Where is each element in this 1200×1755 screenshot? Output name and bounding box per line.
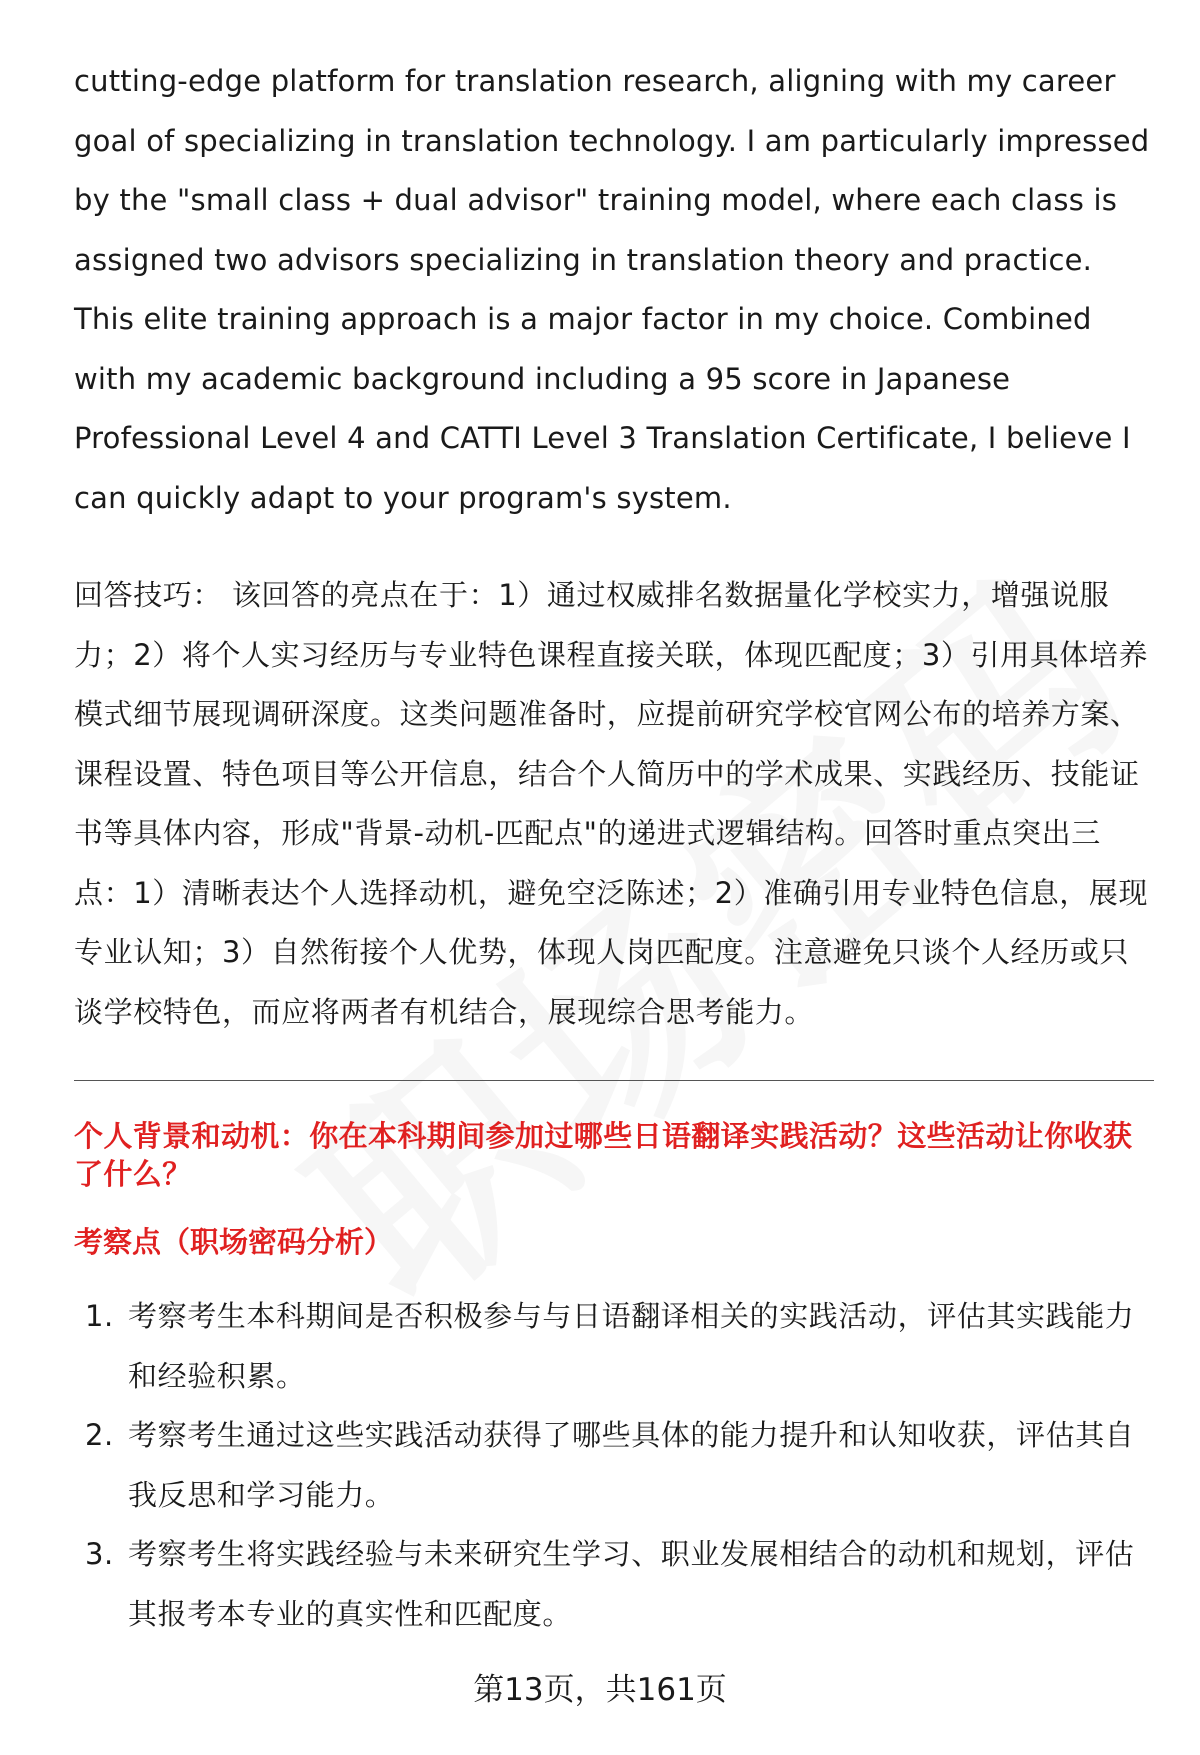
list-item-number: 3. — [85, 1537, 114, 1571]
list-item-number: 1. — [85, 1299, 114, 1333]
answer-continuation: cutting-edge platform for translation research, aligning with my career goal of specializing in translation technology. I am particularly impressed by the "small class + dual advisor" training model, where each class is assigned two advisors specializing in translation theory and practice. This elite training approach is a major factor in my choice. Combined with my academic background including a 95 score in Japanese Professional Level 4 and CATTI Level 3 Translation Certificate, I believe I can quickly adapt to your program's system. — [74, 64, 1150, 515]
page-number-footer: 第13页，共161页 — [473, 1672, 727, 1708]
list-item — [74, 1525, 1154, 1644]
section-divider — [74, 1080, 1154, 1081]
list-item-text: 考察考生通过这些实践活动获得了哪些具体的能力提升和认知收获，评估其自我反思和学习能力。 — [128, 1418, 1135, 1512]
list-item — [74, 1287, 1154, 1406]
assessment-title: 考察点（职场密码分析） — [74, 1225, 394, 1259]
list-item-text: 考察考生将实践经验与未来研究生学习、职业发展相结合的动机和规划，评估其报考本专业的真实性和匹配度。 — [128, 1537, 1135, 1631]
list-item-text: 考察考生本科期间是否积极参与与日语翻译相关的实践活动，评估其实践能力和经验积累。 — [128, 1299, 1135, 1393]
list-item-number: 2. — [85, 1418, 114, 1452]
question-title: 个人背景和动机：你在本科期间参加过哪些日语翻译实践活动？这些活动让你收获了什么？ — [74, 1119, 1133, 1191]
document-page — [74, 52, 1154, 1644]
list-item — [74, 1406, 1154, 1525]
answer-tips: 回答技巧： 该回答的亮点在于：1）通过权威排名数据量化学校实力，增强说服力；2）将个人实习经历与专业特色课程直接关联，体现匹配度；3）引用具体培养模式细节展现调研深度。这类问题准备时，应提前研究学校官网公布的培养方案、课程设置、特色项目等公开信息，结合个人简历中的学术成果、实践经历、技能证书等具体内容，形成"背景-动机-匹配点"的递进式逻辑结构。回答时重点突出三点：1）清晰表达个人选择动机，避免空泛陈述；2）准确引用专业特色信息，展现专业认知；3）自然衔接个人优势，体现人岗匹配度。注意避免只谈个人经历或只谈学校特色，而应将两者有机结合，展现综合思考能力。 — [74, 578, 1149, 1029]
assessment-list — [74, 1287, 1154, 1644]
